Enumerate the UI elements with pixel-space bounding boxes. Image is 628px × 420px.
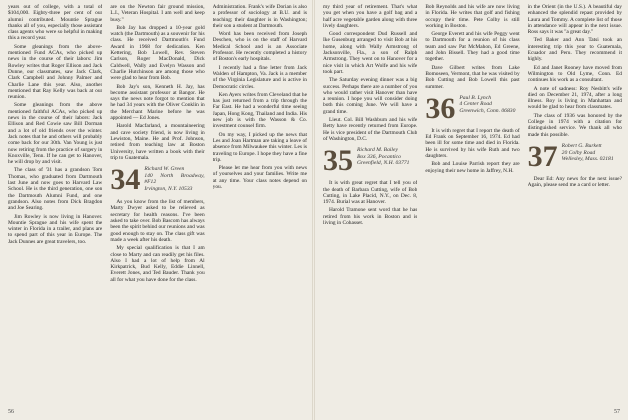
paragraph: A note of sadness: Roy Nesbitt's wife died on December 21, 1974, after a long illness. Roy is living in Manhattan and would be glad to hear from classmates. [527,85,622,111]
paragraph: Ed and Janet Rooney have moved from Wilmington to Old Lyme, Conn. Ed continues his work as a consultant. [527,64,622,84]
paragraph: Bob Jay's son, Kenneth H. Jay, has become assistant professor at Bangor. He says the news note forgot to mention that he had 34 years with the Oliver Conklin in the Merchant Marine before he was appointed — Ed Jones. [110,83,205,122]
paragraph: As you know from the list of members, Marty Dwyer asked to be relieved as secretary for health reasons. I've been asked to take over. Bob Bascom has always been the spirit behind our reunions and was good enough to stay on. The class gift was made a week after his death. [110,199,205,243]
class-year-number: 37 [527,139,558,173]
secretary-name: Robert G. Burkett [561,142,602,149]
paragraph: Bob Jay has dropped a 10-year gold watch (the Dartmouth) as a souvenir for his class. He received Dartmouth's Fund Award in 1968 for dedication. Ken Kettering, Bob Lowell, Rev. Steven Carlson, Roger MacDonald, Dick Caldwell, Wally and Evelyn Wasson and Charlie Hutchinson are among those who were glad to hear from Bob. [110,24,205,82]
paragraph: I recently had a fine letter from Jack Walden of Hampton, Va. Jack is a member of the Virginia Legislature and is active in Democratic circles. [212,64,307,90]
page-number: 57 [614,409,620,415]
right-column-3 [528,4,622,402]
paragraph: It is with regret that I report the death of Ed Frank on September 16, 1974. Ed had been ill for some time and died in Florida. He is survived by his wife Ruth and two daughters. [425,127,520,160]
secretary-address: Box 336, Pocantico [357,153,401,160]
secretary-name: Richard W. Green [144,166,185,173]
left-column-1 [8,4,102,402]
paragraph: Please let me hear from you with news of yourselves and your families. Write me at any time. Your class notes depend on you. [212,165,307,191]
paragraph: Harold Macfarland, a mountaineering and cave society friend, is now living in Lewiston, Maine. He and Prof. Johnson, retired from teaching law at Boston University, have written a book with their trip to Guatemala. [110,123,205,161]
left-page [0,0,313,420]
paragraph: my third year of retirement. That's what you get when you have a golf bag and a half acre vegetable garden along with three lively daughters. [323,4,418,29]
paragraph: in the Orient (in the U.S.). A beautiful day enhanced the splendid repast provided by Laura and Tommy. A complete list of those in attendance will appear in the next issue. Ross says it was "a great day." [527,4,622,36]
paragraph: Dear Ed: Any news for the next issue? Again, please send me a card or letter. [527,175,622,189]
paragraph: Administration. Frank's wife Dorian is also a professor of sociology at B.U. and is teaching; their daughter is in Washington; their son a student at Dartmouth. [212,4,307,29]
class-heading-35 [323,144,417,178]
secretary-name: Richard M. Bailey [357,147,398,154]
class-heading-37 [527,139,622,173]
secretary-address: 140 North Broadway, #F12 [144,172,205,186]
secretary-name: Paul B. Lynch [459,94,492,101]
paragraph: Some gleanings from the above mentioned faithful ACAs, who picked up news in the course of their labors: Jack Ellison and Red Cowie saw Bill Dorman and a lot of old friends over the winter. Jack notes that he and others will probably come back for our 30th. Van Young is just now retiring from the practice of surgery in Knoxville, Tenn. If he can get to Hanover, he will drop by and visit. [8,102,103,166]
paragraph: Good correspondent Dud Russell and Ike Gusenburg arranged to visit Bob at his home, along with Wally Armstrong of Jacksonville, Fla., a son of Ralph Armstrong. They went on to Hanover for a nice visit in which Art Wolfe and his wife took part. [323,31,418,75]
class-year-number: 36 [425,91,456,125]
secretary-address: 4 Center Road [459,101,492,108]
paragraph: Ken Ayers writes from Cleveland that he has just returned from a trip through the Far East. He had a wonderful time seeing Japan, Hong Kong, Thailand and India. His new job is with the Wasson & Co. investment counsel firm. [212,91,307,130]
page-number: 56 [8,409,14,415]
paragraph: The class of 1936 was honored by the College in 1974 with a citation for distinguished service. We thank all who made this possible. [527,112,622,138]
paragraph: George Everett and his wife Peggy went to Dartmouth for a reunion of his class team and saw Pat McMahon, Ed Greene, and John Bissell. They had a good time together. [425,31,520,63]
class-heading-34 [110,163,205,197]
paragraph: years out of college, with a total of $104,000. Eighty-three per cent of our alumni contributed. Mountie Sprague thanks all of you, especially those assistant class agents who were so helpful in making this a record year. [8,4,103,42]
paragraph: Word has been received from Joseph Deschen, who is on the staff of Harvard Medical School and is an Associate Professor. He recently completed a history of Boston's early hospitals. [212,31,307,63]
secretary-address: 20 Colby Road [561,149,596,156]
paragraph: Ted Baker and Ann Tatsi took an interesting trip this year to Guatemala, Ecuador and Peru. They recommend it highly. [527,37,622,63]
paragraph: Bob Reynolds and his wife are now living in Florida. He writes that golf and fishing occupy their time. Pete Colby is still working in Boston. [425,4,520,29]
secretary-city: Irvington, N.Y. 10533 [144,185,193,192]
paragraph: Harold Tramone sent word that he has retired from his work in Boston and is living in Cohasset. [323,207,418,227]
paragraph: On my way, I picked up the news that Les and Joan Hartman are taking a leave of absence from Milwaukee this winter. Les is traveling to Europe. I hope they have a fine trip. [212,131,307,163]
paragraph: Dave Gilbert writes from Lake Bomoseen, Vermont, that he was visited by Bob Cutting and Bob Lowell this past summer. [425,64,520,90]
paragraph: Some gleanings from the above-mentioned Fund ACAs, who picked up news in the course of their labors: Jim Rowley writes that Roger Ellison and Jack Dunne, our classmates, saw Jack Clark, Clark Campbell and Johnny Palmer and Charlie Lane this year. Also, another mentioned that Ray Kelly was back at our reunion. [8,43,103,101]
paragraph: Jim Rowley is now living in Hanover. Mountie Sprague and his wife spent the winter in Florida in a trailer, and plans are to spend part of this year in Europe. The Jack Dunnes are great travelers, too. [8,213,103,245]
secretary-city: Greenfield, N.H. 03771 [357,160,410,167]
paragraph: Lieut. Col. Bill Washburn and his wife Betty have recently returned from Europe. He is vice president of the Dartmouth Club of Washington, D.C. [323,117,418,142]
right-page [315,0,628,420]
class-year-number: 35 [323,144,353,178]
left-page-columns [8,4,307,402]
right-column-1 [323,4,417,402]
paragraph: My special qualification is that I am close to Marty and can readily get his files. Also I had a lot of help from Al Kirkpatrick, Bud Kelly, Eddie Linnell, Everett Jones, and Ted Bauder. Thank you all for what you have done for the class. [110,245,205,283]
left-column-2 [110,4,204,402]
paragraph: It is with great regret that I tell you of the death of Barbara Cutting, wife of Bob Cutting, in Lake Placid, N.Y., on Dec. 8, 1974. Burial was at Hanover. [323,180,418,206]
right-page-columns [323,4,622,402]
secretary-city: Greenwich, Conn. 06830 [459,108,516,115]
paragraph: The Saturday evening dinner was a big success. Perhaps there are a number of you who would rather visit Hanover than have a reunion. I hope you will consider doing both this coming June. We will have a grand time. [323,77,418,115]
right-column-2 [425,4,519,402]
class-heading-36 [425,91,519,125]
paragraph: are on the Newton fair ground mission, L.I., Veteran Hospital. I am well and keep busy." [110,4,205,23]
secretary-city: Wellesley, Mass. 02181 [561,156,614,163]
paragraph: The class of '31 has a grandson Tom Thomas, who graduated from Dartmouth last June and now goes to Harvard Law School. He is the third generation, one son the Dartmouth Alumni Fund, and one grandson. Also notes from Dick Bragdon and Joe Searing. [8,167,103,212]
class-year-number: 34 [110,163,141,197]
paragraph: Bob and Louise Parrish report they are enjoying their new home in Jaffrey, N.H. [425,161,520,174]
left-column-3 [213,4,307,402]
